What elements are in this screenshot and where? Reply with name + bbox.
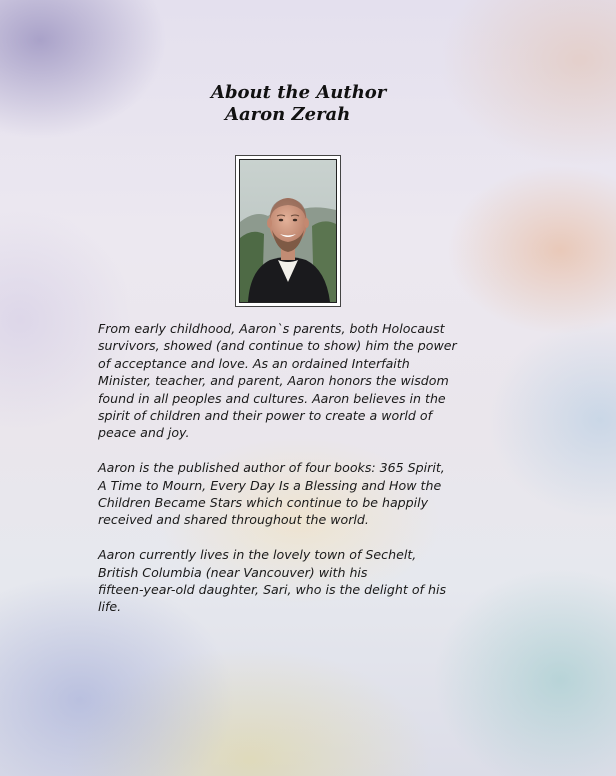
- bio-line: Minister, teacher, and parent, Aaron honors the wisdom: [98, 373, 449, 389]
- bio-line: peace and joy.: [98, 425, 190, 441]
- author-portrait-photo-icon: [240, 160, 336, 302]
- bio-paragraph-1: [98, 320, 598, 442]
- bio-line: From early childhood, Aaron`s parents, both Holocaust: [98, 321, 445, 336]
- page-title: About the Author: [211, 82, 387, 103]
- bio-line: Aaron is the published author of four books: 365 Spirit,: [98, 460, 445, 476]
- bio-line: Children Became Stars which continue to be happily: [98, 495, 429, 511]
- author-header: [211, 82, 451, 126]
- author-photo-frame: [235, 155, 341, 307]
- bio-line: life.: [98, 599, 122, 615]
- bio-line: British Columbia (near Vancouver) with his: [98, 564, 368, 580]
- bio-paragraph-3: [98, 546, 598, 616]
- bio-line: received and shared throughout the world.: [98, 512, 369, 528]
- bio-line: A Time to Mourn, Every Day Is a Blessing and How the: [98, 477, 442, 493]
- author-name: Aaron Zerah: [225, 104, 351, 125]
- bio-line: survivors, showed (and continue to show) him the power: [98, 338, 457, 354]
- bio-line: Aaron currently lives in the lovely town of Sechelt,: [98, 547, 417, 563]
- bio-paragraph-2: [98, 459, 598, 529]
- author-bio: [98, 320, 598, 633]
- bio-line: fifteen-year-old daughter, Sari, who is the delight of his: [98, 582, 447, 598]
- bio-line: spirit of children and their power to create a world of: [98, 408, 433, 424]
- bio-line: found in all peoples and cultures. Aaron believes in the: [98, 390, 446, 406]
- bio-line: of acceptance and love. As an ordained Interfaith: [98, 355, 410, 371]
- author-photo: [239, 159, 337, 303]
